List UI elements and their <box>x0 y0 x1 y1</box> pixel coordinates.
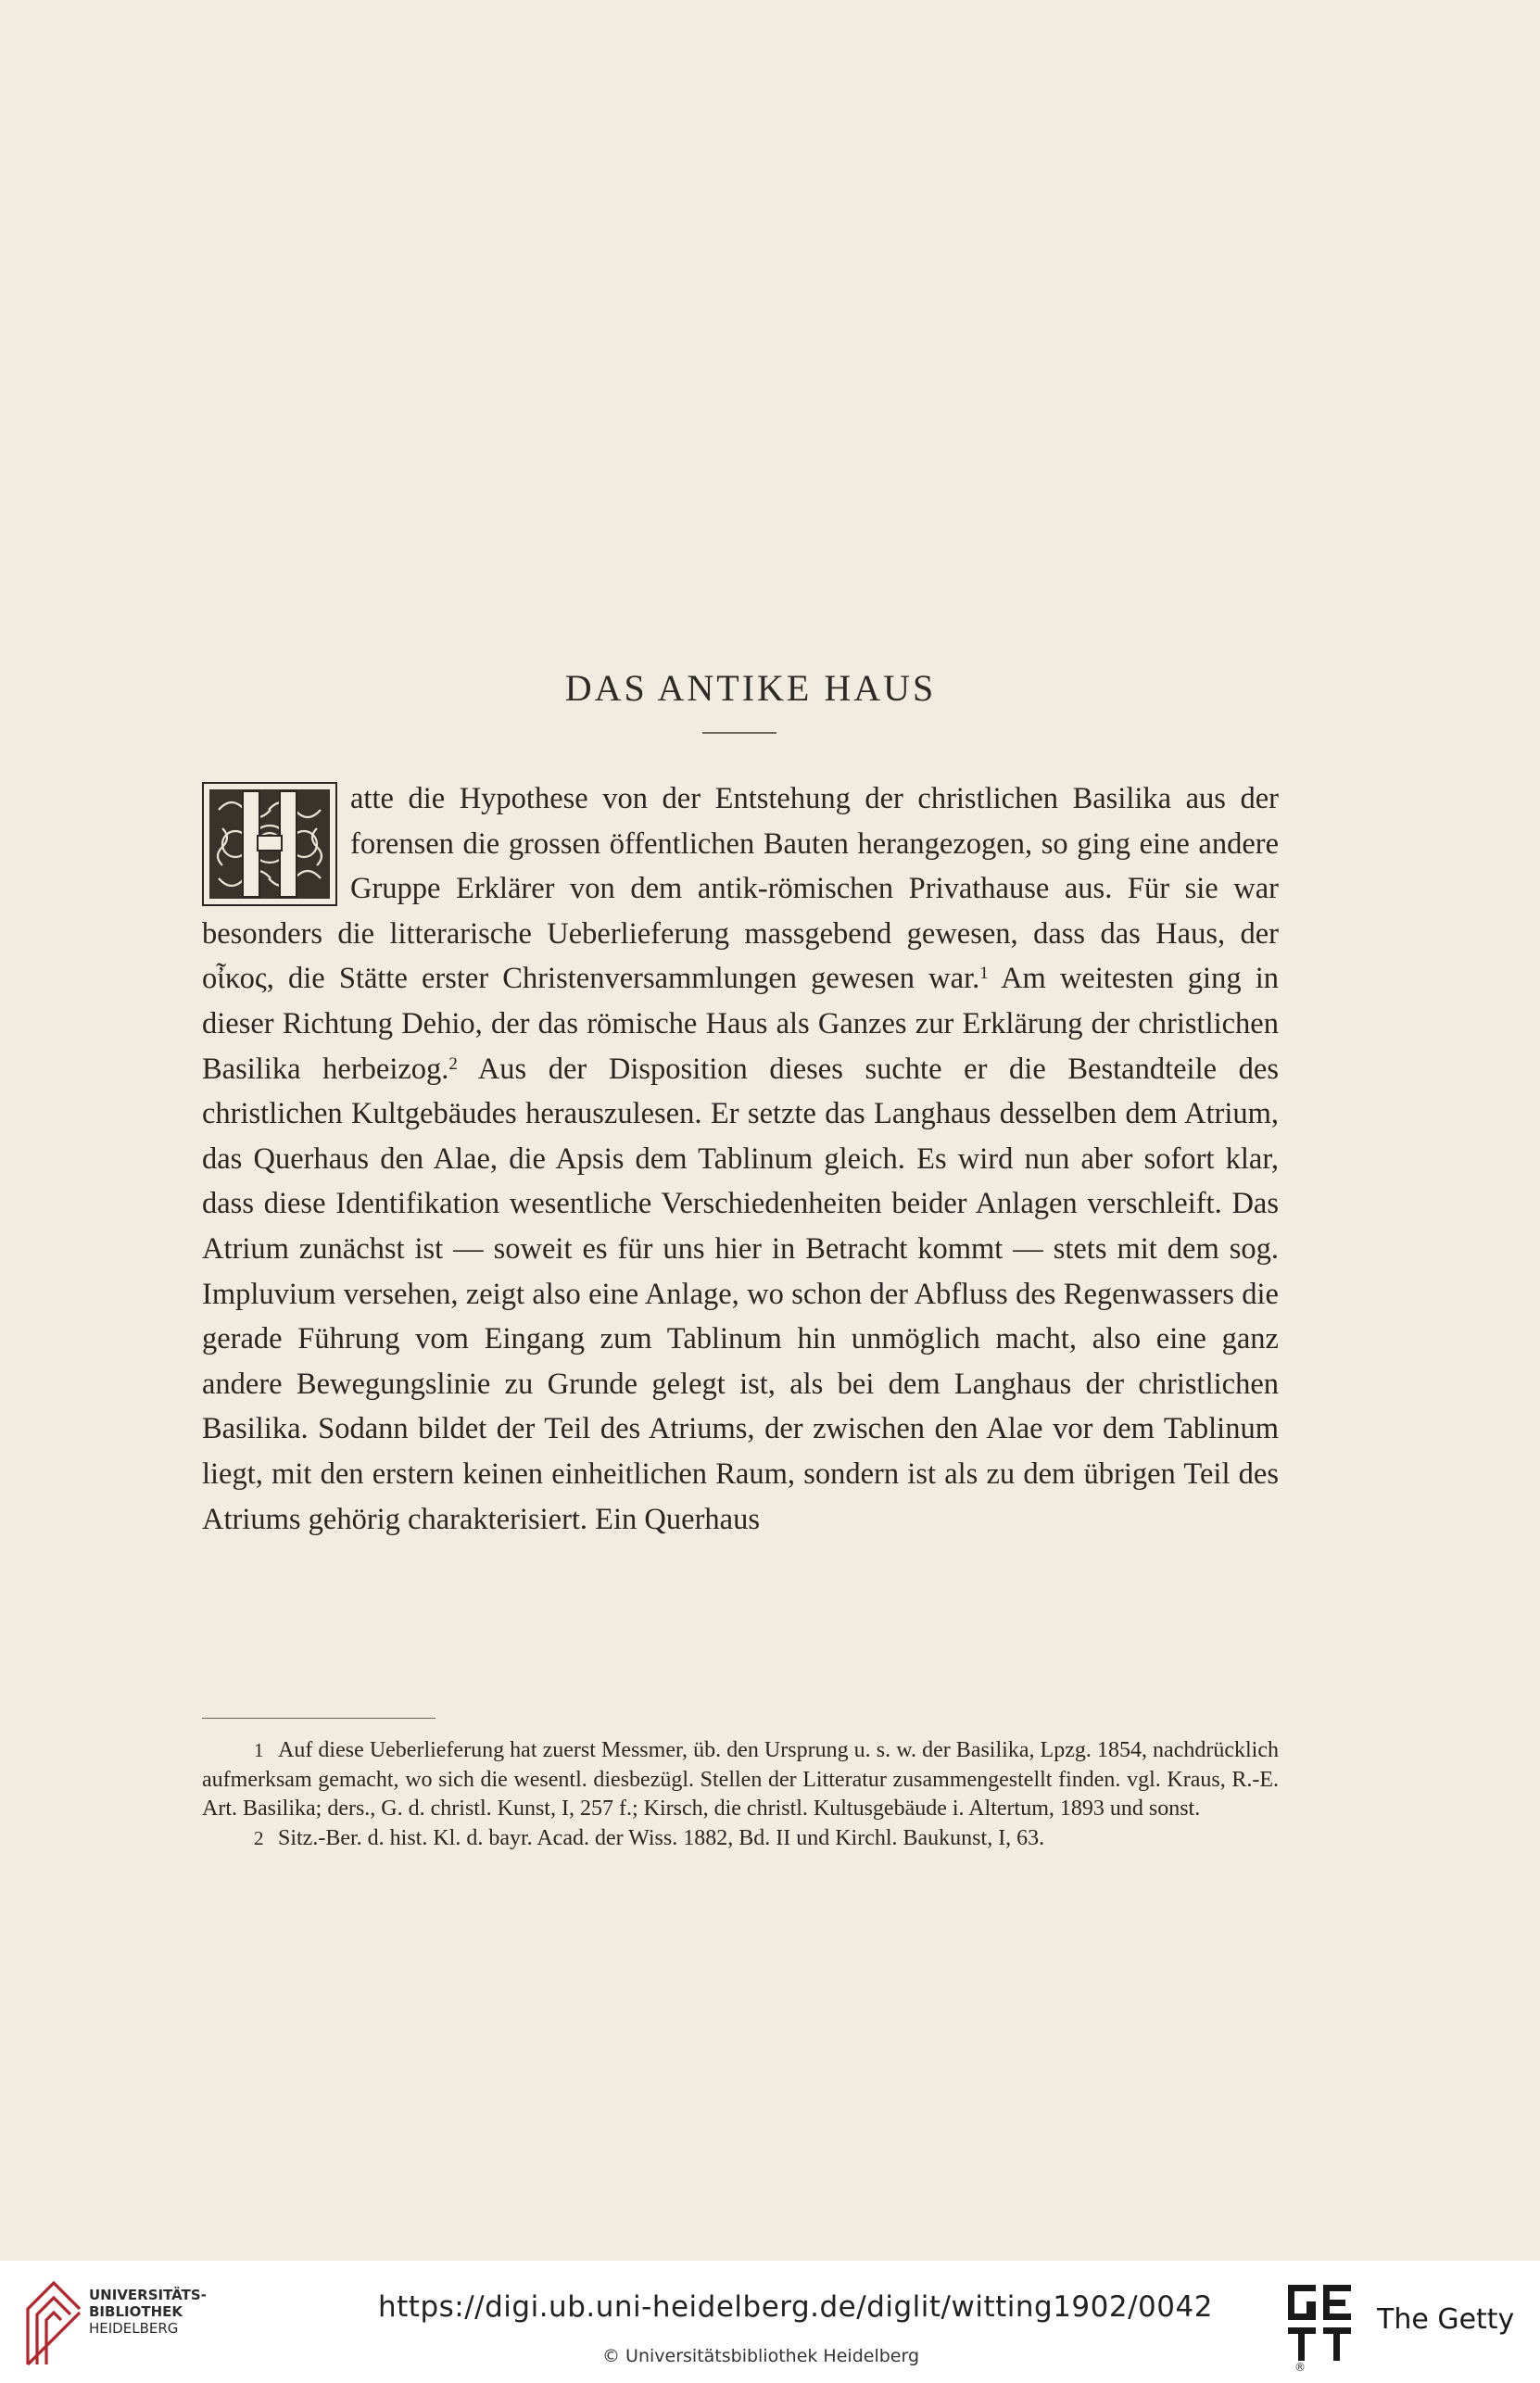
copyright-notice: © Universitätsbibliothek Heidelberg <box>602 2346 920 2366</box>
footer-bar <box>0 2261 1540 2383</box>
footnote-number: 1 <box>254 1739 264 1761</box>
paragraph-text-1: atte die Hypothese von der Entstehung der christlichen Basilika aus der forensen die grossen öffentlichen Bauten herangezogen, so ging eine andere Gruppe Erklärer von dem antik-römischen Privathause aus. Für sie war besonders die litterarische Ueberlieferung massgebend gewesen, dass das Haus, der οἶκος, die Stätte erster Christenversammlungen gewesen war. <box>202 782 1279 996</box>
footnote-text: Auf diese Ueberlieferung hat zuerst Messmer, üb. den Ursprung u. s. w. der Basilika, Lpzg. 1854, nachdrücklich aufmerksam gemacht, wo sich die wesentl. diesbezügl. Stellen der Litteratur zusammengestellt finden. vgl. Kraus, R.-E. Art. Basilika; ders., G. d. christl. Kunst, I, 257 f.; Kirsch, die christl. Kultusgebäude i. Altertum, 1893 und sonst. <box>202 1738 1279 1821</box>
library-name <box>89 2287 207 2337</box>
footnote-text: Sitz.-Ber. d. hist. Kl. d. bayr. Acad. der Wiss. 1882, Bd. II und Kirchl. Baukunst, I, 63. <box>278 1825 1045 1850</box>
library-name-line-1: UNIVERSITÄTS- <box>89 2287 207 2303</box>
footnotes <box>202 1736 1279 1853</box>
footnote-divider <box>202 1718 435 1719</box>
library-name-line-3: HEIDELBERG <box>89 2320 179 2337</box>
partner-name: The Getty <box>1377 2303 1515 2336</box>
library-name-line-2: BIBLIOTHEK <box>89 2303 183 2320</box>
ornamental-h-icon <box>202 782 337 906</box>
title-divider <box>702 732 776 734</box>
footnote-ref-1: 1 <box>979 964 989 984</box>
permalink-url[interactable]: https://digi.ub.uni-heidelberg.de/diglit/witting1902/0042 <box>378 2290 1213 2324</box>
footnote-2 <box>202 1824 1279 1854</box>
drop-cap-initial <box>202 782 337 906</box>
footnote-number: 2 <box>254 1826 264 1849</box>
paragraph-text-3: Aus der Disposition dieses suchte er die Bestandteile des christlichen Kultgebäudes herauszulesen. Er setzte das Langhaus desselben dem Atrium, das Querhaus den Alae, die Apsis dem Tablinum gleich. Es wird nun aber sofort klar, dass diese Identifikation wesentliche Verschiedenheiten beider Anlagen verschleift. Das Atrium zunächst ist — soweit es für uns hier in Betracht kommt — stets mit dem sog. Impluvium versehen, zeigt also eine Anlage, wo schon der Abfluss des Regenwassers die gerade Führung vom Eingang zum Tablinum hin unmöglich macht, also eine ganz andere Bewegungslinie zu Grunde gelegt ist, als bei dem Langhaus der christlichen Basilika. Sodann bildet der Teil des Atriums, der zwischen den Alae vor dem Tablinum liegt, mit den erstern keinen einheitlichen Raum, sondern ist als zu dem übrigen Teil des Atriums gehörig charakterisiert. Ein Querhaus <box>202 1052 1279 1536</box>
page-title: DAS ANTIKE HAUS <box>564 666 937 709</box>
registered-mark: ® <box>1294 2361 1306 2374</box>
paragraph-text-2: Am weitesten ging in dieser Richtung Dehio, der das römische Haus als Ganzes zur Erklärung der christlichen Basilika herbeizog. <box>202 962 1280 1086</box>
university-library-logo-icon <box>20 2276 85 2368</box>
footnote-ref-2: 2 <box>448 1053 458 1074</box>
footnote-1 <box>202 1736 1279 1824</box>
getty-logo-icon <box>1286 2283 1353 2363</box>
main-text <box>202 776 1279 1542</box>
